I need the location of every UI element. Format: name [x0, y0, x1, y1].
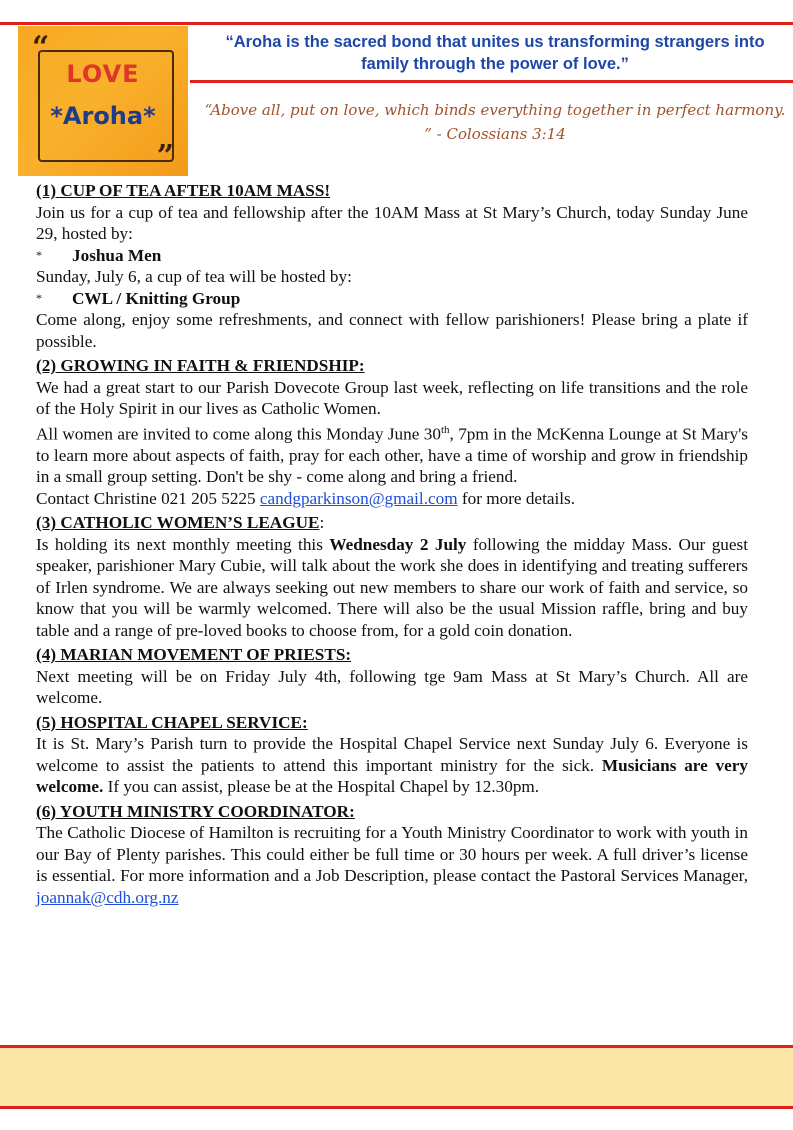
host-name: Joshua Men	[72, 245, 162, 265]
section-title	[36, 513, 319, 532]
logo-aroha-text: *Aroha*	[50, 102, 156, 130]
section-title: (6) YOUTH MINISTRY COORDINATOR:	[36, 801, 355, 821]
love-aroha-logo	[18, 26, 188, 176]
list-item	[36, 288, 748, 310]
logo-love-text: LOVE	[66, 60, 140, 88]
bullet-icon: *	[36, 290, 42, 305]
text-run: The Catholic Diocese of Hamilton is recruiting for a Youth Ministry Coordinator to work with youth in our Bay of Plenty parishes. This could either be full time or 30 hours per week. A full driver’s license is essential. For more information and a Job Description, please contact the Pastoral Services Manager,	[36, 823, 748, 886]
text-run: Contact Christine 021 205 5225	[36, 488, 260, 508]
section-text: Sunday, July 6, a cup of tea will be hosted by:	[36, 267, 352, 286]
notices-content	[36, 180, 748, 911]
footer-band	[0, 1048, 793, 1106]
header-red-line	[190, 80, 793, 83]
email-link[interactable]: candgparkinson@gmail.com	[259, 488, 458, 508]
aroha-quote: “Aroha is the sacred bond that unites us transforming strangers into family through the power of love.”	[225, 33, 765, 73]
text-run: , 7pm in the McKenna Lounge at St Mary's to learn more about aspects of faith, pray for each other, have a time of worship and grow in friendship in a small group setting. Don't be shy - come along and bring a friend.	[36, 424, 748, 487]
email-link[interactable]: joannak@cdh.org.nz	[36, 887, 179, 907]
list-item	[36, 245, 748, 267]
title-text: (3) CATHOLIC WOMEN’S LEAGUE	[36, 513, 320, 533]
section-text: Come along, enjoy some refreshments, and connect with fellow parishioners! Please bring a plate if possible.	[36, 310, 748, 351]
bold-text: Wednesday 2 July	[329, 534, 467, 554]
section-text	[36, 534, 748, 642]
section-hospital-chapel	[36, 712, 748, 798]
section-title: (5) HOSPITAL CHAPEL SERVICE:	[36, 712, 308, 732]
bold-text: Musicians are very welcome.	[36, 755, 748, 797]
logo-close-quote: ”	[156, 139, 174, 174]
section-title: (2) GROWING IN FAITH & FRIENDSHIP:	[36, 356, 365, 375]
text-run: If you can assist, please be at the Hospital Chapel by 12.30pm.	[103, 777, 540, 797]
section-youth-ministry	[36, 801, 748, 909]
section-growing-in-faith	[36, 355, 748, 509]
scripture-quote: “Above all, put on love, which binds everything together in perfect harmony. ” - Colossians 3:14	[204, 101, 786, 143]
host-name: CWL / Knitting Group	[72, 288, 241, 308]
text-run: Is holding its next monthly meeting this	[36, 534, 330, 554]
bullet-icon: *	[36, 247, 42, 262]
section-text	[36, 733, 748, 798]
section-title: (1) CUP OF TEA AFTER 10AM MASS!	[36, 181, 331, 200]
section-marian-movement	[36, 644, 748, 709]
top-red-line	[0, 22, 793, 25]
section-text: Next meeting will be on Friday July 4th, following tge 9am Mass at St Mary’s Church. All are welcome.	[36, 666, 748, 708]
logo-open-quote: “	[32, 30, 50, 65]
section-text: We had a great start to our Parish Dovecote Group last week, reflecting on life transitions and the role of the Holy Spirit in our lives as Catholic Women.	[36, 377, 748, 418]
section-text	[36, 822, 748, 908]
text-run: following the midday Mass. Our guest speaker, parishioner Mary Cubie, will talk about the work she does in identifying and treating sufferers of Irlen syndrome. We are always seeking out new members to share our work of faith and service, so know that you will be warmly welcomed. There will also be the usual Mission raffle, bring and buy table and a range of pre-loved books to choose from, for a gold coin donation.	[36, 534, 748, 640]
section-cup-of-tea	[36, 180, 748, 352]
title-colon: :	[319, 513, 325, 533]
section-title: (4) MARIAN MOVEMENT OF PRIESTS:	[36, 645, 352, 665]
section-text: Join us for a cup of tea and fellowship after the 10AM Mass at St Mary’s Church, today Sunday June 29, hosted by:	[36, 202, 748, 243]
contact-line	[36, 488, 748, 510]
superscript: th	[440, 423, 450, 436]
text-run: for more details.	[457, 488, 576, 508]
footer-bottom-red-line	[0, 1106, 793, 1109]
section-text	[36, 420, 748, 488]
text-run: All women are invited to come along this Monday June 30	[36, 424, 441, 444]
text-run: It is St. Mary’s Parish turn to provide the Hospital Chapel Service next Sunday July 6. Everyone is welcome to assist the patients to attend this important ministry for the sick.	[36, 734, 748, 775]
section-cwl	[36, 512, 748, 641]
